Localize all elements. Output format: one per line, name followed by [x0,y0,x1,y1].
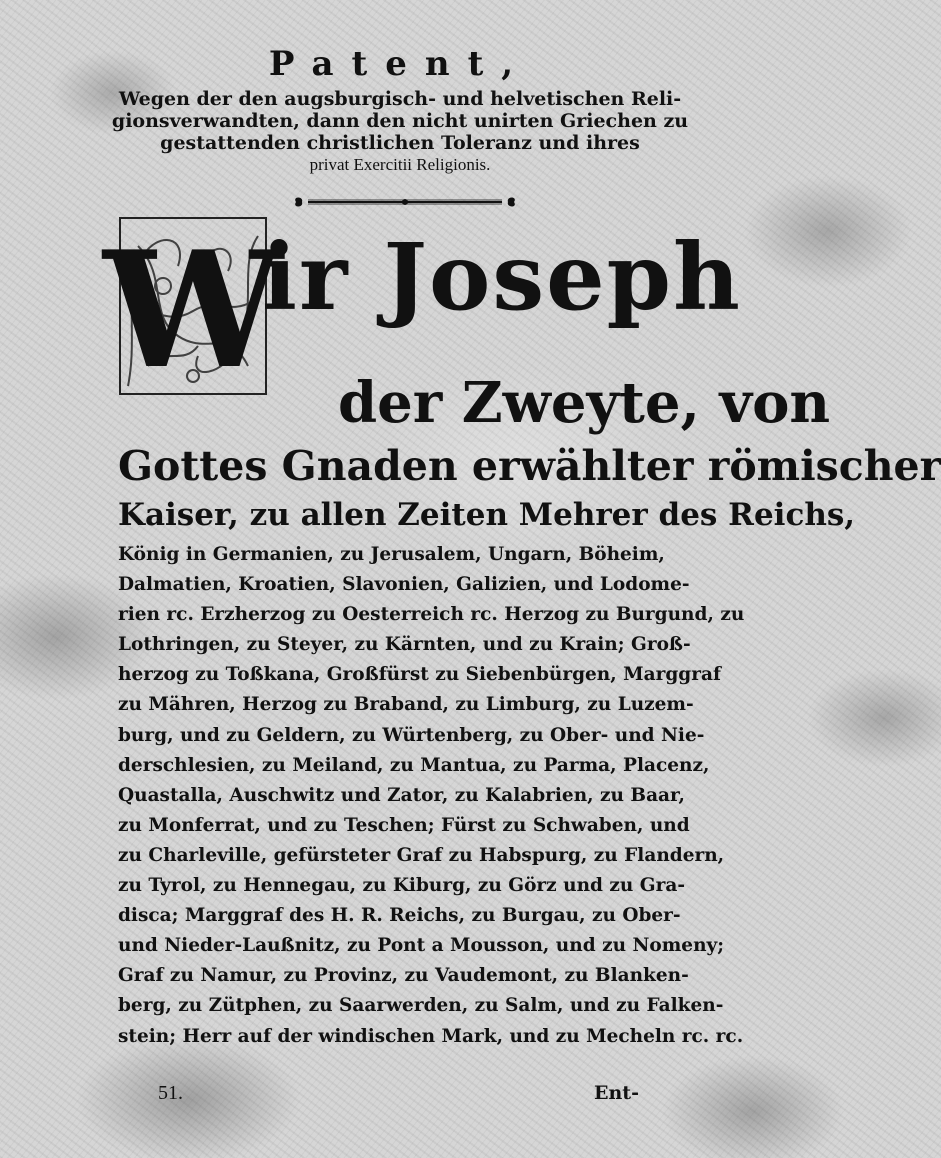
body-line: burg, und zu Geldern, zu Würtenberg, zu Ober- und Nie- [118,724,705,746]
body-line: derschlesien, zu Meiland, zu Mantua, zu Parma, Placenz, [118,754,710,776]
decorated-initial-icon [103,216,283,404]
initial-letter: W [103,216,283,404]
document-title: Patent, [268,44,532,84]
decorated-initial [103,216,283,404]
subtitle-line-1: Wegen der den augsburgisch- und helvetischen Reli- [118,88,682,110]
body-line: rien rc. Erzherzog zu Oesterreich rc. Herzog zu Burgund, zu [118,604,745,626]
body-line: König in Germanien, zu Jerusalem, Ungarn, Böheim, [118,544,665,565]
subtitle-latin: privat Exercitii Religionis. [309,155,491,174]
body-line: zu Tyrol, zu Hennegau, zu Kiburg, zu Görz und zu Gra- [118,875,686,897]
heading-line-3: Gottes Gnaden erwählter römischer [118,442,941,490]
signature-mark: 51. [158,1082,183,1104]
body-line: zu Mähren, Herzog zu Braband, zu Limburg, zu Luzem- [118,694,694,716]
heading-line-4: Kaiser, zu allen Zeiten Mehrer des Reichs, [118,497,856,533]
body-line: disca; Marggraf des H. R. Reichs, zu Burgau, zu Ober- [118,905,681,927]
body-line: zu Charleville, gefürsteter Graf zu Habspurg, zu Flandern, [118,844,725,866]
body-line: Lothringen, zu Steyer, zu Kärnten, und zu Krain; Groß- [118,634,691,656]
subtitle-line-2: gionsverwandten, dann den nicht unirten Griechen zu [111,110,689,132]
divider-ornament-icon [290,194,520,210]
body-line: herzog zu Toßkana, Großfürst zu Siebenbürgen, Marggraf [118,664,721,686]
body-line: Quastalla, Auschwitz und Zator, zu Kalabrien, zu Baar, [118,784,685,806]
heading-line-1: ir Joseph [262,223,742,331]
catchword: Ent- [594,1082,639,1104]
title-block [100,44,700,176]
heading-line-2: der Zweyte, von [338,370,831,436]
body-line: berg, zu Zütphen, zu Saarwerden, zu Salm, und zu Falken- [118,995,724,1017]
body-line: Dalmatien, Kroatien, Slavonien, Galizien, und Lodome- [118,574,690,596]
body-line: Graf zu Namur, zu Provinz, zu Vaudemont, zu Blanken- [118,965,689,987]
body-line: und Nieder-Laußnitz, zu Pont a Mousson, und zu Nomeny; [118,935,725,957]
body-line: stein; Herr auf der windischen Mark, und zu Mecheln rc. rc. [118,1025,744,1047]
body-text [118,540,745,1052]
subtitle-line-3: gestattenden christlichen Toleranz und ihres [160,132,640,154]
body-line: zu Monferrat, und zu Teschen; Fürst zu Schwaben, und [118,814,690,836]
